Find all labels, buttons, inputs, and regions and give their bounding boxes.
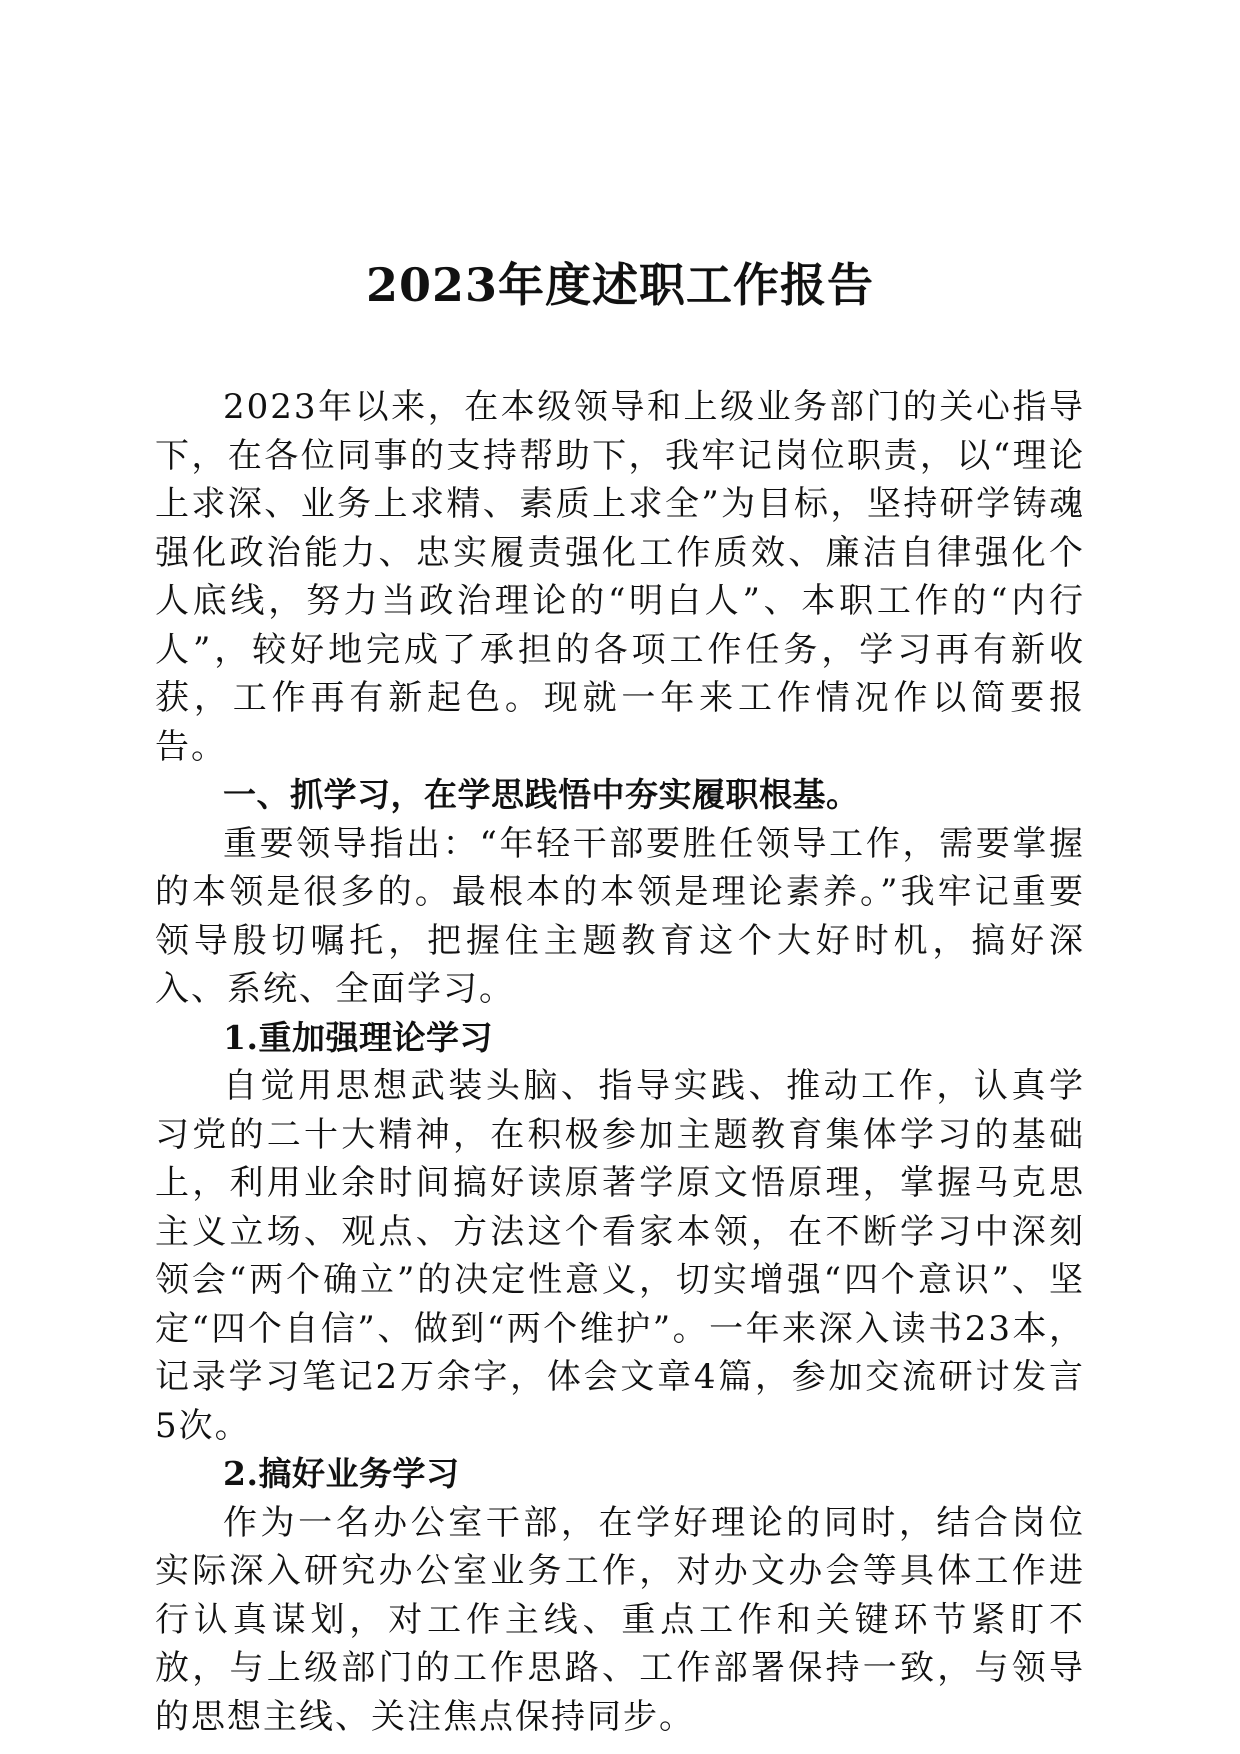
section-heading-1: 一、抓学习，在学思践悟中夯实履职根基。 xyxy=(223,775,860,814)
document-title: 2023年度述职工作报告 xyxy=(365,258,875,312)
subsection-heading-2: 2.搞好业务学习 xyxy=(223,1454,460,1493)
section-1-paragraph: 重要领导指出：“年轻干部要胜任领导工作，需要掌握的本领是很多的。最根本的本领是理论素养。”我牢记重要领导殷切嘱托，把握住主题教育这个大好时机，搞好深入、系统、全面学习。 xyxy=(155,823,1085,1009)
subsection-heading-1: 1.重加强理论学习 xyxy=(223,1017,493,1057)
document-page xyxy=(155,0,1085,1754)
document-body xyxy=(155,383,1085,1741)
subsection-2-paragraph: 作为一名办公室干部，在学好理论的同时，结合岗位实际深入研究办公室业务工作，对办文办会等具体工作进行认真谋划，对工作主线、重点工作和关键环节紧盯不放，与上级部门的工作思路、工作部署保持一致，与领导的思想主线、关注焦点保持同步。 xyxy=(155,1502,1085,1737)
subsection-1-paragraph: 自觉用思想武装头脑、指导实践、推动工作，认真学习党的二十大精神，在积极参加主题教育集体学习的基础上，利用业余时间搞好读原著学原文悟原理，掌握马克思主义立场、观点、方法这个看家本领，在不断学习中深刻领会“两个确立”的决定性意义，切实增强“四个意识”、坚定“四个自信”、做到“两个维护”。一年来深入读书23本，记录学习笔记2万余字，体会文章4篇，参加交流研讨发言5次。 xyxy=(155,1066,1085,1446)
intro-paragraph: 2023年以来，在本级领导和上级业务部门的关心指导下，在各位同事的支持帮助下，我牢记岗位职责，以“理论上求深、业务上求精、素质上求全”为目标，坚持研学铸魂强化政治能力、忠实履责强化工作质效、廉洁自律强化个人底线，努力当政治理论的“明白人”、本职工作的“内行人”，较好地完成了承担的各项工作任务，学习再有新收获，工作再有新起色。现就一年来工作情况作以简要报告。 xyxy=(155,387,1085,767)
